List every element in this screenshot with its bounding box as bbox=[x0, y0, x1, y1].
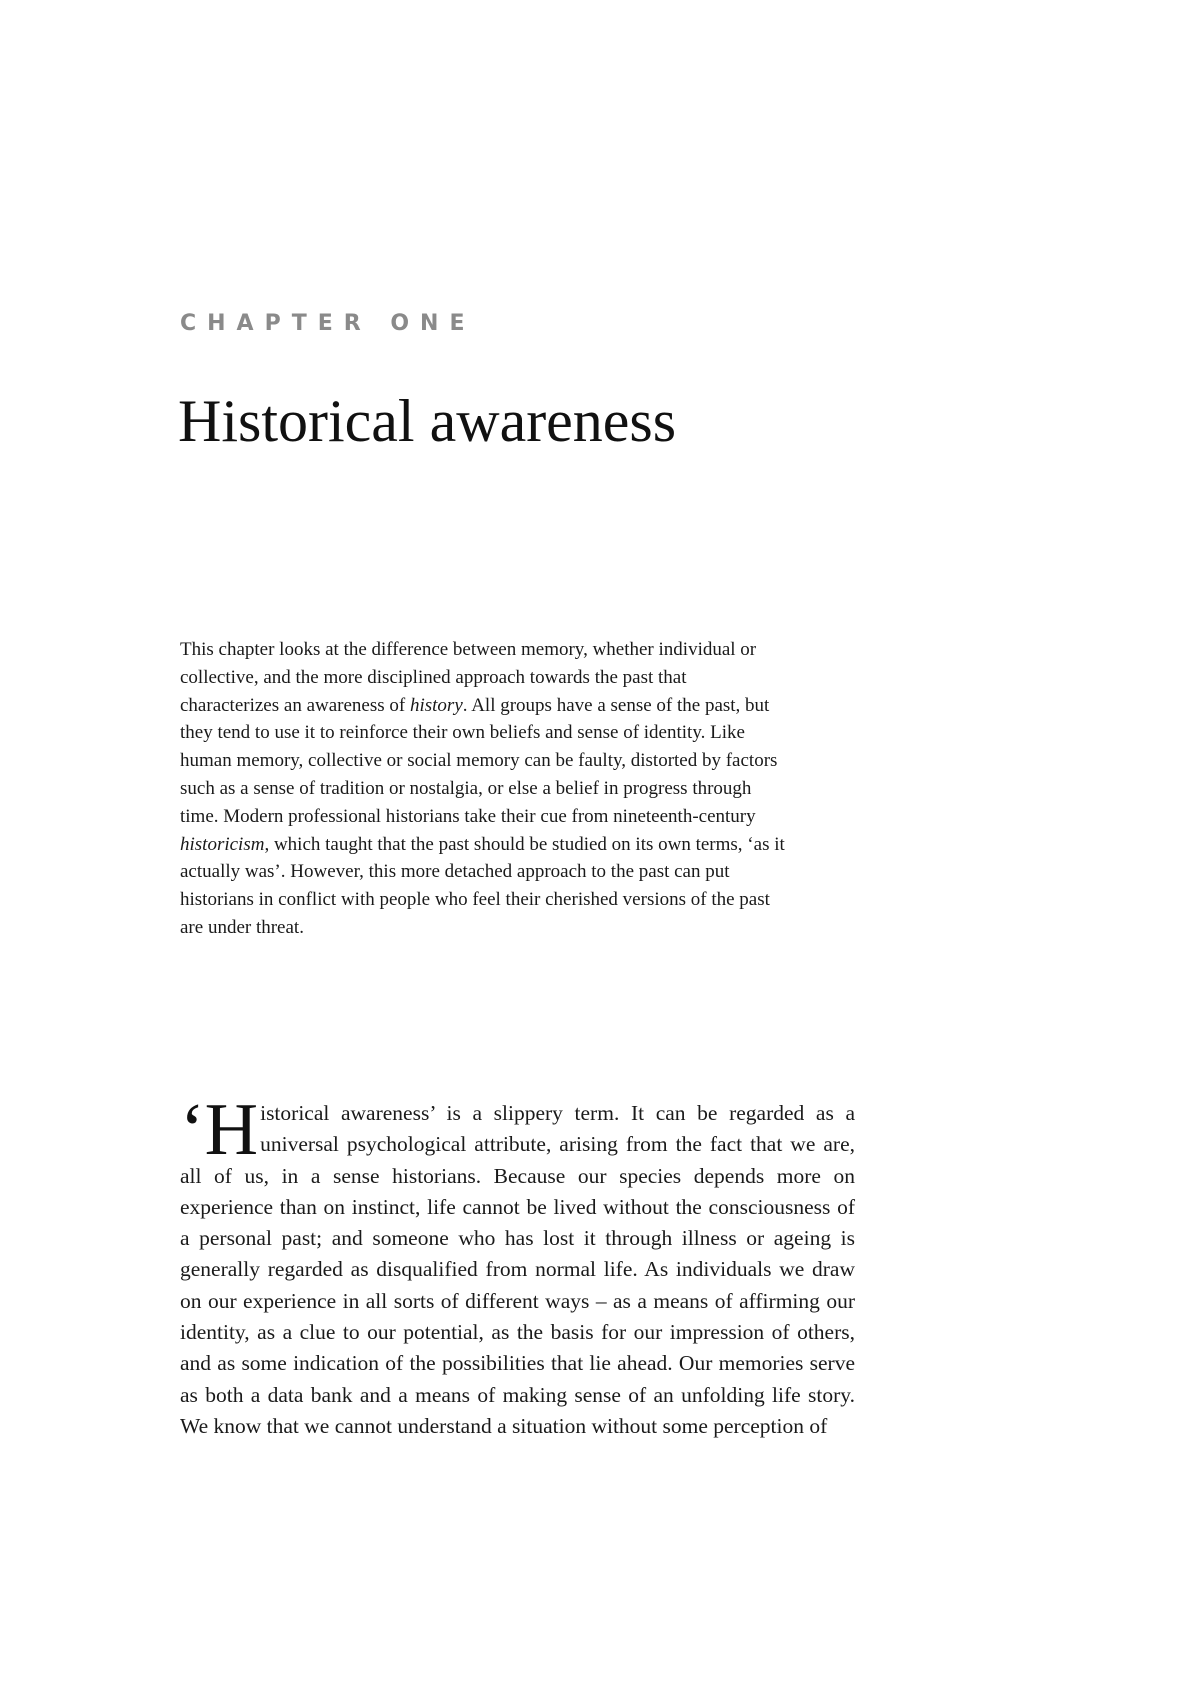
body-paragraph bbox=[180, 1089, 855, 1442]
abstract-text-3: , which taught that the past should be studied on its own terms, ‘as it actually was’. However, this more detached approach to the past can put historians in conflict with people who feel their cherished versions of the past are under threat. bbox=[180, 833, 785, 938]
abstract-emphasis-historicism: historicism bbox=[180, 833, 265, 855]
abstract-text-1: This chapter looks at the difference between memory, whether individual or collective, and the more disciplined approach towards the past that characterizes an awareness of bbox=[180, 639, 757, 716]
chapter-label: CHAPTER ONE bbox=[180, 311, 476, 336]
drop-cap: ‘H bbox=[180, 1089, 259, 1171]
abstract-text-2: . All groups have a sense of the past, but they tend to use it to reinforce their own beliefs and sense of identity. Like human memory, collective or social memory can be faulty, distorted by factors such as a sense of tradition or nostalgia, or else a belief in progress through time. Modern professional historians take their cue from nineteenth-century bbox=[180, 694, 778, 827]
body-paragraph-text: istorical awareness’ is a slippery term. It can be regarded as a universal psychological attribute, arising from the fact that we are, all of us, in a sense historians. Because our species depends more on experience than on instinct, life cannot be lived without the consciousness of a personal past; and someone who has lost it through illness or ageing is generally regarded as disqualified from normal life. As individuals we draw on our experience in all sorts of different ways – as a means of affirming our identity, as a clue to our potential, as the basis for our impression of others, and as some indication of the possibilities that lie ahead. Our memories serve as both a data bank and a means of making sense of an unfolding life story. We know that we cannot understand a situation without some perception of bbox=[180, 1101, 855, 1438]
chapter-title: Historical awareness bbox=[178, 388, 677, 454]
abstract-emphasis-history: history bbox=[409, 694, 463, 716]
chapter-abstract bbox=[180, 636, 790, 942]
